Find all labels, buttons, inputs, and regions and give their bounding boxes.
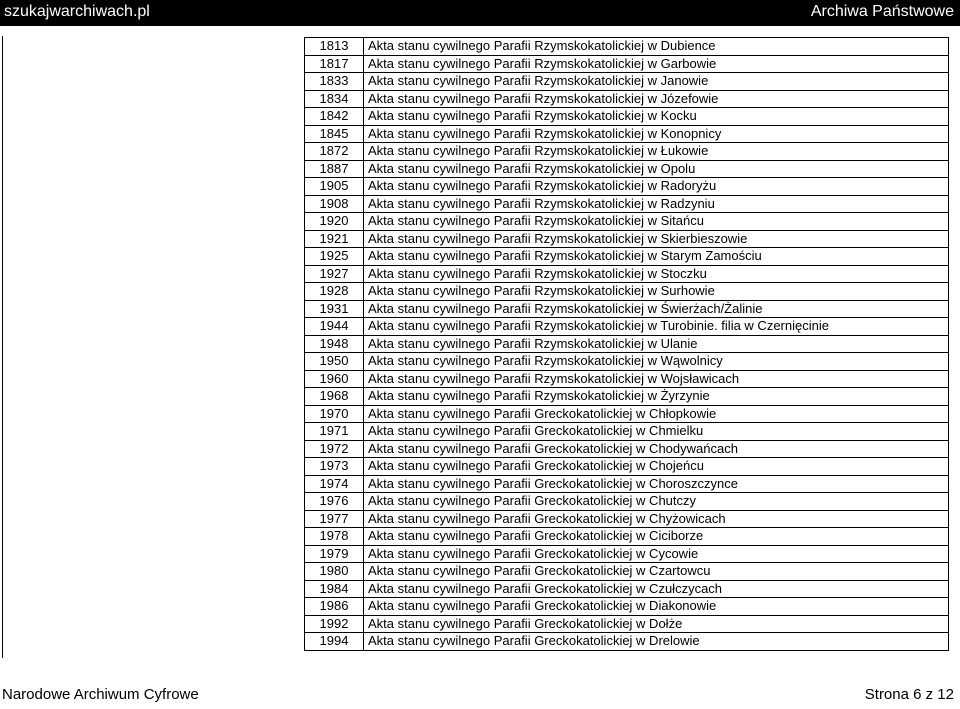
record-number: 1960	[305, 370, 364, 388]
table-row	[305, 633, 949, 651]
record-title: Akta stanu cywilnego Parafii Rzymskokatolickiej w Surhowie	[364, 283, 949, 301]
record-title: Akta stanu cywilnego Parafii Rzymskokatolickiej w Łukowie	[364, 143, 949, 161]
table-row	[305, 55, 949, 73]
record-title: Akta stanu cywilnego Parafii Greckokatolickiej w Chmielku	[364, 423, 949, 441]
record-number: 1986	[305, 598, 364, 616]
record-number: 1872	[305, 143, 364, 161]
record-number: 1984	[305, 580, 364, 598]
record-number: 1980	[305, 563, 364, 581]
table-row	[305, 423, 949, 441]
record-number: 1842	[305, 108, 364, 126]
record-title: Akta stanu cywilnego Parafii Greckokatolickiej w Ciciborze	[364, 528, 949, 546]
table-row	[305, 265, 949, 283]
record-title: Akta stanu cywilnego Parafii Greckokatolickiej w Chyżowicach	[364, 510, 949, 528]
record-number: 1905	[305, 178, 364, 196]
table-row	[305, 493, 949, 511]
table-row	[305, 283, 949, 301]
record-title: Akta stanu cywilnego Parafii Greckokatolickiej w Chłopkowie	[364, 405, 949, 423]
record-title: Akta stanu cywilnego Parafii Rzymskokatolickiej w Janowie	[364, 73, 949, 91]
record-number: 1950	[305, 353, 364, 371]
record-title: Akta stanu cywilnego Parafii Rzymskokatolickiej w Starym Zamościu	[364, 248, 949, 266]
record-title: Akta stanu cywilnego Parafii Greckokatolickiej w Chutczy	[364, 493, 949, 511]
table-row	[305, 475, 949, 493]
table-row	[305, 178, 949, 196]
table-row	[305, 195, 949, 213]
table-row	[305, 230, 949, 248]
table-row	[305, 213, 949, 231]
record-number: 1908	[305, 195, 364, 213]
section-title: Archiwa Państwowe	[810, 3, 954, 20]
header-bar	[0, 0, 960, 26]
page-number: Strona 6 z 12	[864, 686, 954, 703]
record-title: Akta stanu cywilnego Parafii Rzymskokatolickiej w Świerżach/Żalinie	[364, 300, 949, 318]
left-margin-rule	[2, 36, 3, 658]
record-number: 1931	[305, 300, 364, 318]
table-row	[305, 405, 949, 423]
record-number: 1976	[305, 493, 364, 511]
record-title: Akta stanu cywilnego Parafii Greckokatolickiej w Czułczycach	[364, 580, 949, 598]
records-table	[304, 37, 949, 651]
record-number: 1979	[305, 545, 364, 563]
record-title: Akta stanu cywilnego Parafii Rzymskokatolickiej w Kocku	[364, 108, 949, 126]
record-title: Akta stanu cywilnego Parafii Rzymskokatolickiej w Wąwolnicy	[364, 353, 949, 371]
table-row	[305, 318, 949, 336]
record-number: 1992	[305, 615, 364, 633]
record-number: 1973	[305, 458, 364, 476]
table-row	[305, 108, 949, 126]
record-title: Akta stanu cywilnego Parafii Rzymskokatolickiej w Opolu	[364, 160, 949, 178]
record-number: 1925	[305, 248, 364, 266]
table-row	[305, 125, 949, 143]
table-row	[305, 388, 949, 406]
table-row	[305, 510, 949, 528]
record-title: Akta stanu cywilnego Parafii Rzymskokatolickiej w Józefowie	[364, 90, 949, 108]
table-row	[305, 458, 949, 476]
record-title: Akta stanu cywilnego Parafii Rzymskokatolickiej w Skierbieszowie	[364, 230, 949, 248]
table-row	[305, 73, 949, 91]
record-number: 1834	[305, 90, 364, 108]
record-title: Akta stanu cywilnego Parafii Rzymskokatolickiej w Ulanie	[364, 335, 949, 353]
record-title: Akta stanu cywilnego Parafii Rzymskokatolickiej w Garbowie	[364, 55, 949, 73]
record-title: Akta stanu cywilnego Parafii Rzymskokatolickiej w Dubience	[364, 38, 949, 56]
record-number: 1927	[305, 265, 364, 283]
table-row	[305, 580, 949, 598]
record-title: Akta stanu cywilnego Parafii Greckokatolickiej w Chodywańcach	[364, 440, 949, 458]
record-title: Akta stanu cywilnego Parafii Rzymskokatolickiej w Żyrzynie	[364, 388, 949, 406]
record-number: 1887	[305, 160, 364, 178]
record-number: 1948	[305, 335, 364, 353]
record-number: 1944	[305, 318, 364, 336]
table-row	[305, 248, 949, 266]
record-number: 1920	[305, 213, 364, 231]
record-title: Akta stanu cywilnego Parafii Rzymskokatolickiej w Sitańcu	[364, 213, 949, 231]
record-number: 1833	[305, 73, 364, 91]
record-title: Akta stanu cywilnego Parafii Rzymskokatolickiej w Turobinie. filia w Czernięcinie	[364, 318, 949, 336]
record-number: 1978	[305, 528, 364, 546]
table-row	[305, 353, 949, 371]
table-row	[305, 528, 949, 546]
record-title: Akta stanu cywilnego Parafii Greckokatolickiej w Czartowcu	[364, 563, 949, 581]
record-title: Akta stanu cywilnego Parafii Greckokatolickiej w Diakonowie	[364, 598, 949, 616]
record-number: 1994	[305, 633, 364, 651]
record-title: Akta stanu cywilnego Parafii Greckokatolickiej w Dołże	[364, 615, 949, 633]
table-row	[305, 440, 949, 458]
table-row	[305, 598, 949, 616]
record-number: 1970	[305, 405, 364, 423]
record-title: Akta stanu cywilnego Parafii Greckokatolickiej w Chojeńcu	[364, 458, 949, 476]
record-number: 1817	[305, 55, 364, 73]
table-row	[305, 90, 949, 108]
site-name[interactable]: szukajwarchiwach.pl	[4, 3, 150, 20]
table-row	[305, 143, 949, 161]
record-number: 1928	[305, 283, 364, 301]
record-title: Akta stanu cywilnego Parafii Greckokatolickiej w Drelowie	[364, 633, 949, 651]
record-title: Akta stanu cywilnego Parafii Rzymskokatolickiej w Konopnicy	[364, 125, 949, 143]
record-title: Akta stanu cywilnego Parafii Rzymskokatolickiej w Stoczku	[364, 265, 949, 283]
table-row	[305, 563, 949, 581]
table-row	[305, 300, 949, 318]
record-number: 1845	[305, 125, 364, 143]
record-title: Akta stanu cywilnego Parafii Rzymskokatolickiej w Wojsławicach	[364, 370, 949, 388]
record-number: 1813	[305, 38, 364, 56]
record-number: 1968	[305, 388, 364, 406]
table-row	[305, 615, 949, 633]
record-title: Akta stanu cywilnego Parafii Greckokatolickiej w Cycowie	[364, 545, 949, 563]
record-title: Akta stanu cywilnego Parafii Greckokatolickiej w Choroszczynce	[364, 475, 949, 493]
record-number: 1974	[305, 475, 364, 493]
table-row	[305, 545, 949, 563]
table-row	[305, 335, 949, 353]
record-number: 1977	[305, 510, 364, 528]
record-title: Akta stanu cywilnego Parafii Rzymskokatolickiej w Radoryżu	[364, 178, 949, 196]
record-number: 1972	[305, 440, 364, 458]
footer-publisher: Narodowe Archiwum Cyfrowe	[2, 686, 199, 703]
table-row	[305, 160, 949, 178]
records-table-body	[305, 38, 949, 651]
record-number: 1971	[305, 423, 364, 441]
record-title: Akta stanu cywilnego Parafii Rzymskokatolickiej w Radzyniu	[364, 195, 949, 213]
record-number: 1921	[305, 230, 364, 248]
table-row	[305, 38, 949, 56]
table-row	[305, 370, 949, 388]
